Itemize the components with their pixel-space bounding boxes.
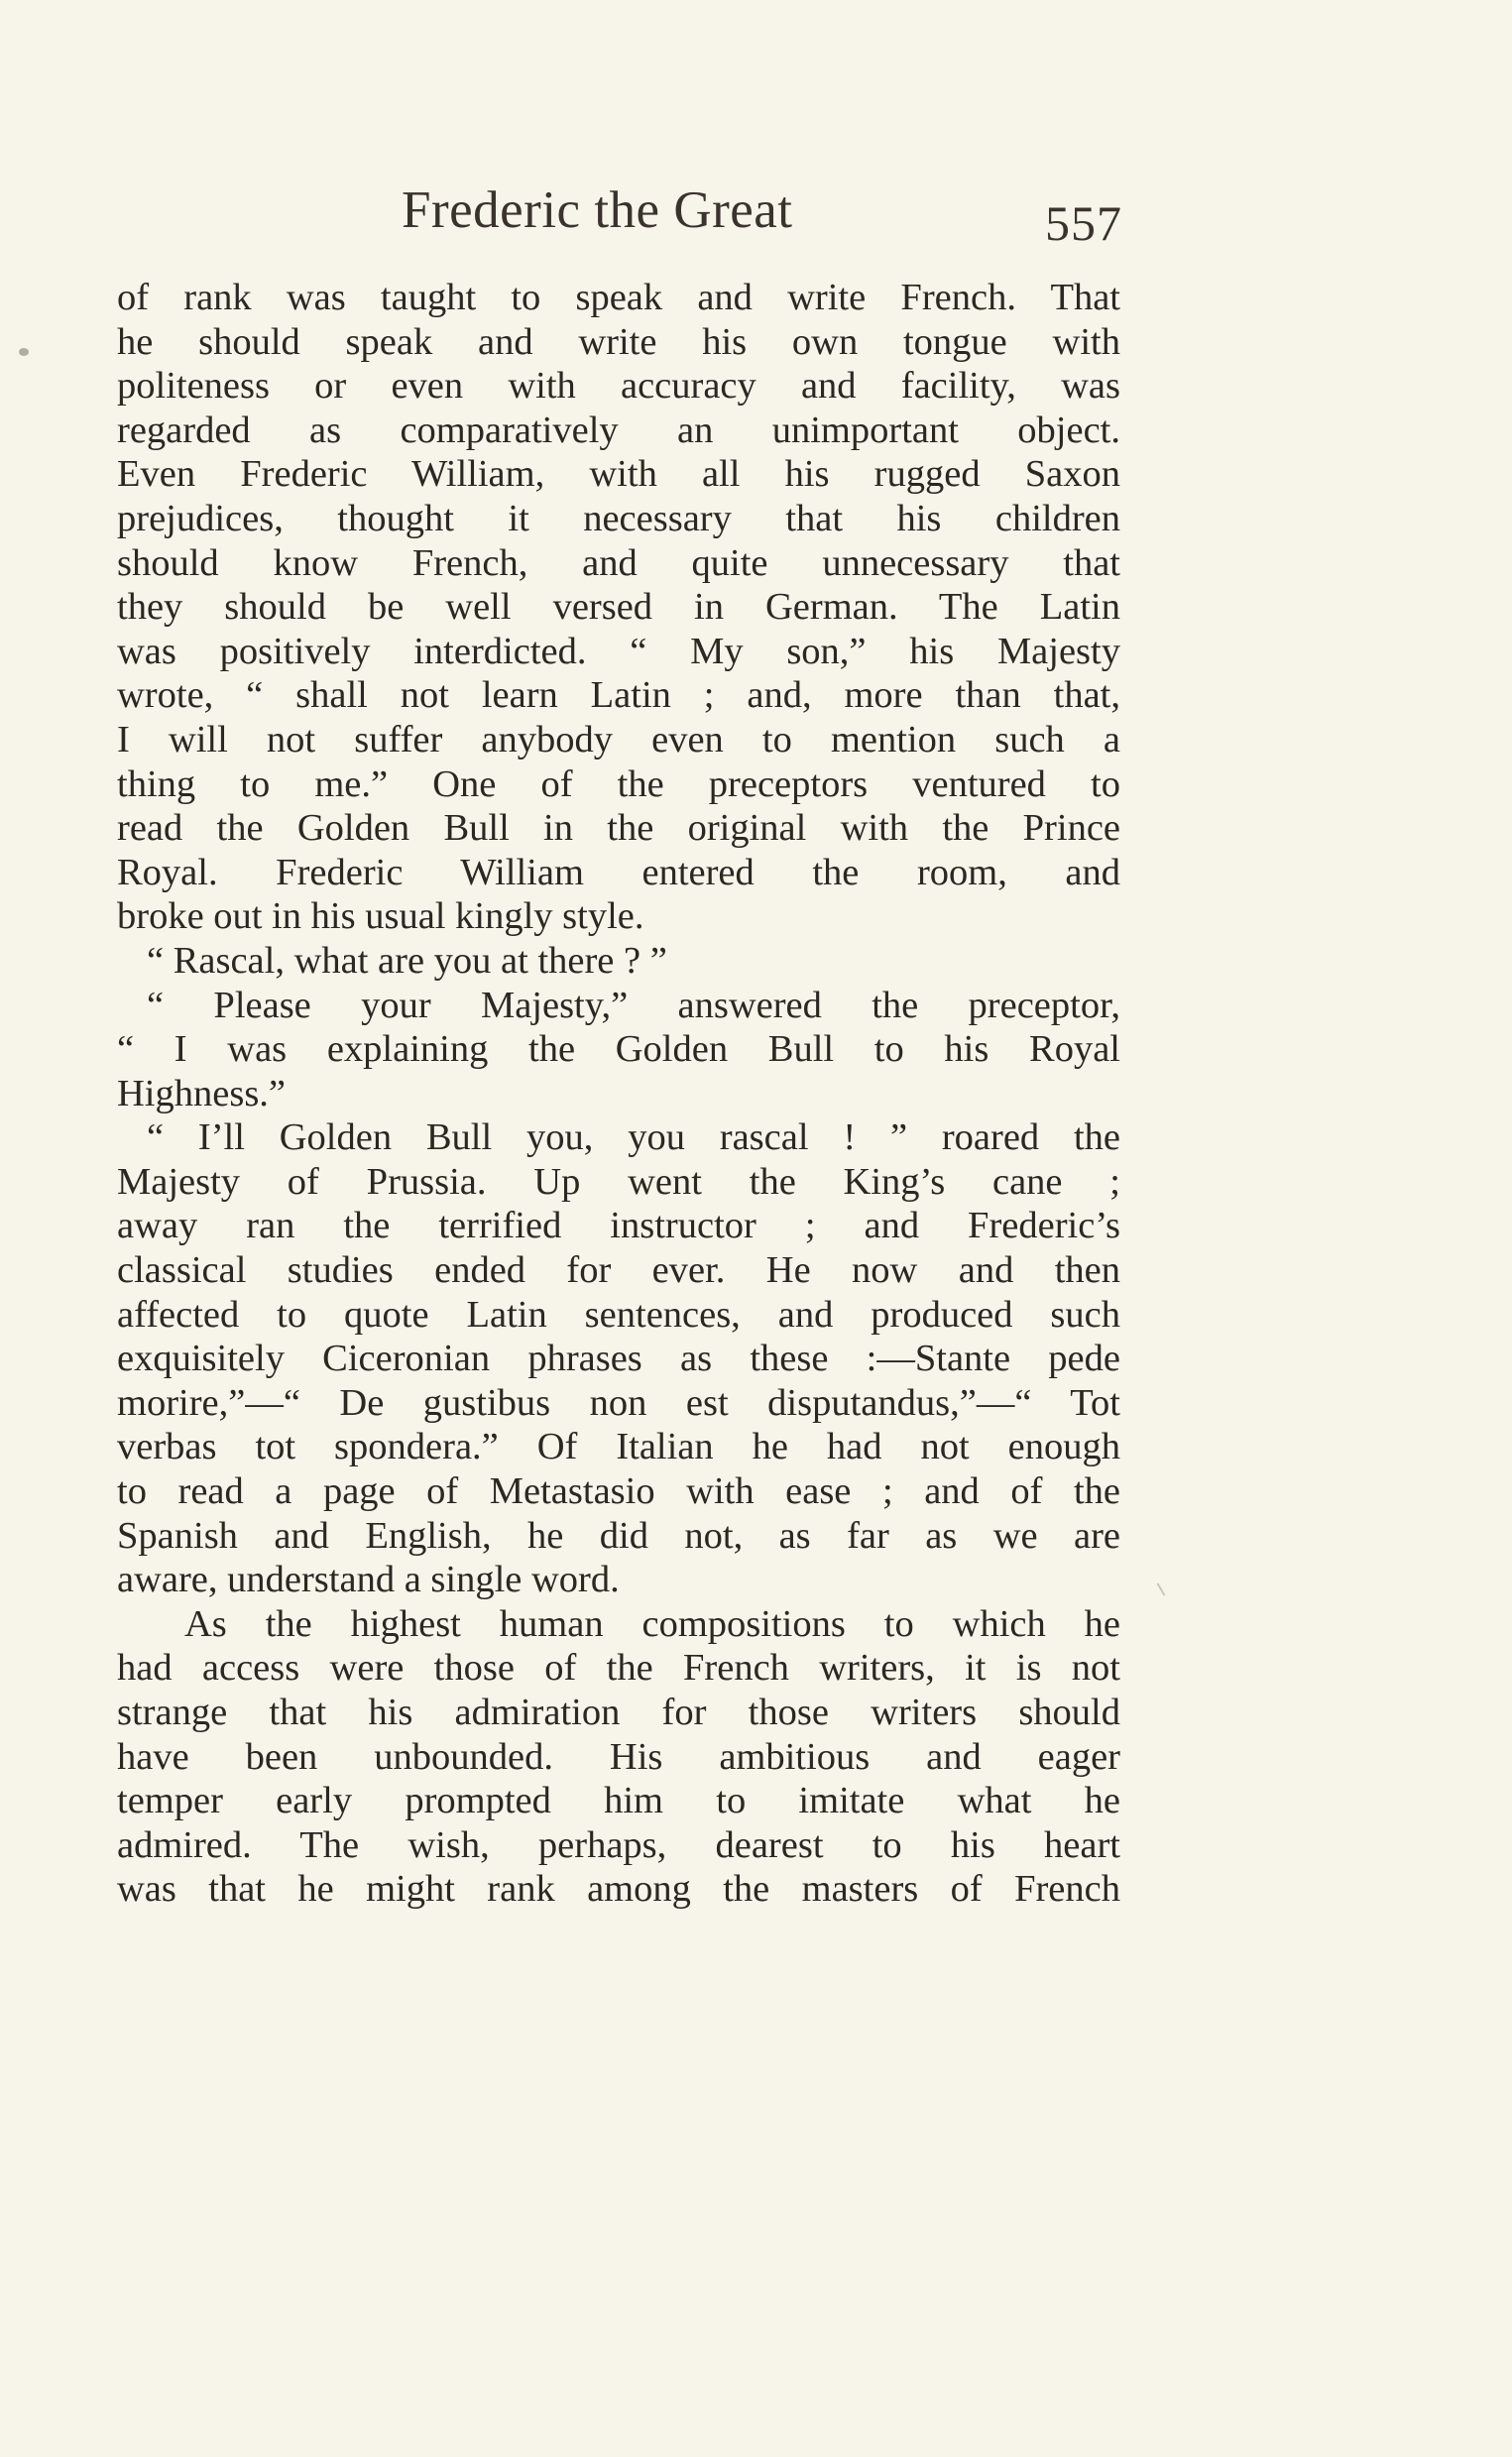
text-line: morire,”—“ De gustibus non est disputandus,”—“ Tot — [117, 1381, 1120, 1424]
text-line: they should be well versed in German. The Latin — [117, 586, 1120, 629]
text-line: to read a page of Metastasio with ease ; and of the — [117, 1470, 1120, 1513]
page-number: 557 — [1045, 195, 1122, 251]
text-line: “ Please your Majesty,” answered the preceptor, — [147, 984, 1120, 1026]
text-line: strange that his admiration for those writers should — [117, 1692, 1120, 1733]
text-line: was that he might rank among the masters of French — [117, 1868, 1120, 1911]
text-line: I will not suffer anybody even to mention such a — [117, 718, 1120, 760]
text-line: had access were those of the French writers, it is not — [117, 1647, 1120, 1690]
text-line: temper early prompted him to imitate what he — [117, 1780, 1120, 1822]
text-line: wrote, “ shall not learn Latin ; and, more than that, — [117, 674, 1120, 717]
text-line: aware, understand a single word. — [117, 1559, 620, 1601]
running-title: Frederic the Great — [402, 181, 793, 239]
text-line: was positively interdicted. “ My son,” his Majesty — [117, 630, 1120, 672]
text-line: verbas tot spondera.” Of Italian he had not enough — [117, 1426, 1120, 1468]
text-line: exquisitely Ciceronian phrases as these :—Stante pede — [117, 1338, 1120, 1380]
paper-mark — [1157, 1582, 1166, 1595]
text-line: “ I’ll Golden Bull you, you rascal ! ” roared the — [147, 1116, 1120, 1159]
ink-blot — [19, 348, 29, 356]
text-line: Majesty of Prussia. Up went the King’s cane ; — [117, 1160, 1120, 1203]
text-line: read the Golden Bull in the original with the Prince — [117, 807, 1120, 850]
text-line: “ Rascal, what are you at there ? ” — [147, 939, 667, 982]
text-line: broke out in his usual kingly style. — [117, 895, 644, 938]
text-line: Royal. Frederic William entered the room, and — [117, 851, 1120, 893]
text-line: prejudices, thought it necessary that his children — [117, 497, 1120, 539]
text-line: classical studies ended for ever. He now and then — [117, 1249, 1120, 1292]
text-line: should know French, and quite unnecessary that — [117, 541, 1120, 584]
text-line: admired. The wish, perhaps, dearest to his heart — [117, 1823, 1120, 1866]
text-line: affected to quote Latin sentences, and produced such — [117, 1293, 1120, 1336]
text-line: of rank was taught to speak and write French. That — [117, 277, 1120, 318]
text-line: have been unbounded. His ambitious and eager — [117, 1735, 1120, 1778]
text-line: Even Frederic William, with all his rugged Saxon — [117, 453, 1120, 496]
text-line: “ I was explaining the Golden Bull to his Royal — [117, 1028, 1120, 1071]
text-line: Highness.” — [117, 1072, 287, 1114]
text-line: he should speak and write his own tongue with — [117, 320, 1120, 363]
text-line: regarded as comparatively an unimportant object. — [117, 409, 1120, 451]
text-line: away ran the terrified instructor ; and Frederic’s — [117, 1205, 1120, 1247]
text-line: Spanish and English, he did not, as far as we are — [117, 1514, 1120, 1557]
body-text — [117, 276, 1120, 1912]
text-line: thing to me.” One of the preceptors ventured to — [117, 762, 1120, 805]
text-line: politeness or even with accuracy and facility, was — [117, 365, 1120, 408]
text-line: As the highest human compositions to which he — [184, 1602, 1120, 1645]
